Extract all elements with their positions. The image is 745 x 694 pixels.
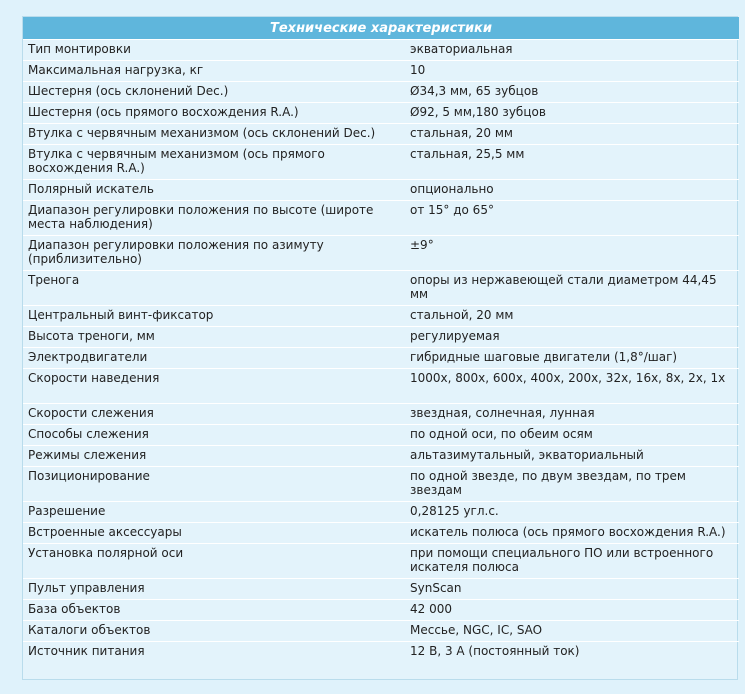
table-row: [23, 579, 739, 600]
spec-value: опционально: [406, 180, 739, 201]
table-row: [23, 404, 739, 425]
spec-value: стальной, 20 мм: [406, 306, 739, 327]
table-row: [23, 201, 739, 236]
spec-value: гибридные шаговые двигатели (1,8°/шаг): [406, 348, 739, 369]
spec-value: Ø92, 5 мм,180 зубцов: [406, 103, 739, 124]
table-row: [23, 180, 739, 201]
spec-label: Встроенные аксессуары: [23, 523, 406, 544]
spec-label: Режимы слежения: [23, 446, 406, 467]
table-row: [23, 600, 739, 621]
spec-label: Центральный винт-фиксатор: [23, 306, 406, 327]
table-header-row: [23, 17, 739, 40]
spec-value: SynScan: [406, 579, 739, 600]
spec-value: альтазимутальный, экваториальный: [406, 446, 739, 467]
spec-label: Позиционирование: [23, 467, 406, 502]
spec-label: Втулка с червячным механизмом (ось склонений Dec.): [23, 124, 406, 145]
table-row: [23, 425, 739, 446]
table-row: [23, 236, 739, 271]
spec-value: звездная, солнечная, лунная: [406, 404, 739, 425]
spec-value: экваториальная: [406, 40, 739, 61]
spec-label: Скорости слежения: [23, 404, 406, 425]
spec-value: 12 В, 3 А (постоянный ток): [406, 642, 739, 663]
spec-value: по одной звезде, по двум звездам, по трем звездам: [406, 467, 739, 502]
spec-value: стальная, 25,5 мм: [406, 145, 739, 180]
spec-value: по одной оси, по обеим осям: [406, 425, 739, 446]
spec-label: Максимальная нагрузка, кг: [23, 61, 406, 82]
table-row: [23, 145, 739, 180]
table-row: [23, 103, 739, 124]
spec-value: регулируемая: [406, 327, 739, 348]
table-row: [23, 523, 739, 544]
spec-label: Тренога: [23, 271, 406, 306]
spec-value: от 15° до 65°: [406, 201, 739, 236]
table-row: [23, 40, 739, 61]
spec-label: Способы слежения: [23, 425, 406, 446]
spec-label: База объектов: [23, 600, 406, 621]
table-row: [23, 82, 739, 103]
spec-label: Электродвигатели: [23, 348, 406, 369]
table-row: [23, 271, 739, 306]
table-row: [23, 306, 739, 327]
spec-value: искатель полюса (ось прямого восхождения R.A.): [406, 523, 739, 544]
table-row: [23, 446, 739, 467]
spec-label: Втулка с червячным механизмом (ось прямого восхождения R.A.): [23, 145, 406, 180]
table-row: [23, 348, 739, 369]
spec-value: при помощи специального ПО или встроенного искателя полюса: [406, 544, 739, 579]
spec-label: Диапазон регулировки положения по высоте (широте места наблюдения): [23, 201, 406, 236]
table-row: [23, 327, 739, 348]
spec-label: Шестерня (ось склонений Dec.): [23, 82, 406, 103]
spec-table-container: [22, 16, 738, 680]
table-row: [23, 642, 739, 663]
table-row: [23, 502, 739, 523]
table-row: [23, 621, 739, 642]
table-row: [23, 124, 739, 145]
spec-label: Высота треноги, мм: [23, 327, 406, 348]
spec-label: Разрешение: [23, 502, 406, 523]
spec-label: Тип монтировки: [23, 40, 406, 61]
spec-value: опоры из нержавеющей стали диаметром 44,45 мм: [406, 271, 739, 306]
table-row: [23, 369, 739, 404]
spec-value: 10: [406, 61, 739, 82]
spec-label: Диапазон регулировки положения по азимуту (приблизительно): [23, 236, 406, 271]
table-row: [23, 61, 739, 82]
spec-label: Пульт управления: [23, 579, 406, 600]
spec-value: Мессье, NGC, IC, SAO: [406, 621, 739, 642]
spec-value: ±9°: [406, 236, 739, 271]
spec-label: Каталоги объектов: [23, 621, 406, 642]
spec-label: Шестерня (ось прямого восхождения R.A.): [23, 103, 406, 124]
spec-label: Источник питания: [23, 642, 406, 663]
spec-label: Установка полярной оси: [23, 544, 406, 579]
spec-value: 1000x, 800x, 600x, 400x, 200x, 32x, 16x, 8x, 2x, 1x: [406, 369, 739, 404]
spec-label: Полярный искатель: [23, 180, 406, 201]
spec-value: стальная, 20 мм: [406, 124, 739, 145]
spec-value: Ø34,3 мм, 65 зубцов: [406, 82, 739, 103]
spec-label: Скорости наведения: [23, 369, 406, 404]
spec-table: [23, 17, 739, 663]
table-row: [23, 467, 739, 502]
table-title: Технические характеристики: [23, 17, 739, 40]
table-body: [23, 40, 739, 663]
spec-value: 42 000: [406, 600, 739, 621]
spec-value: 0,28125 угл.с.: [406, 502, 739, 523]
table-row: [23, 544, 739, 579]
